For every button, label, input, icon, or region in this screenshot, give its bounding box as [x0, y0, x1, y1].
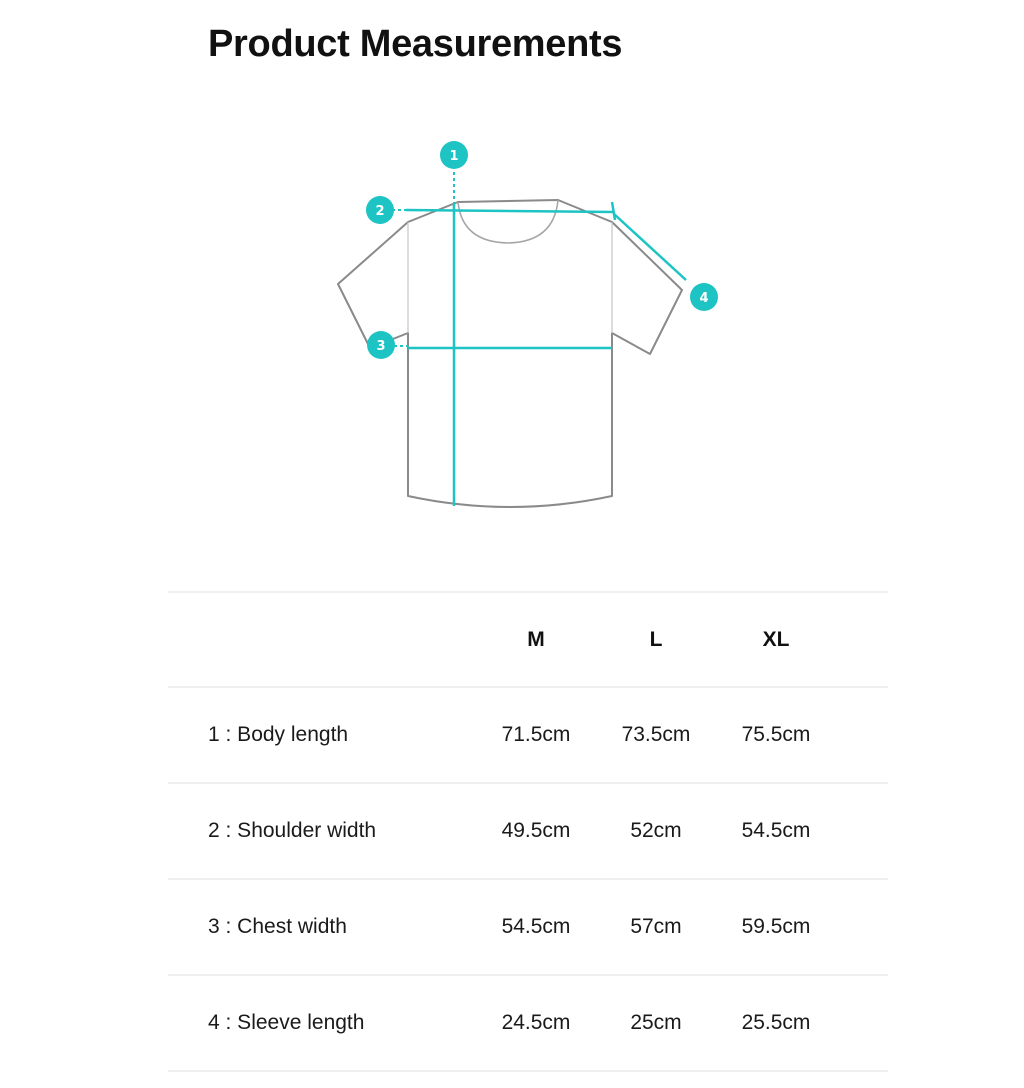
cell-pad: [836, 687, 888, 783]
table-header-row: [168, 592, 888, 687]
header-size-xl: XL: [716, 592, 836, 687]
size-chart-table: [168, 591, 888, 1072]
header-size-l: L: [596, 592, 716, 687]
cell-value: 52cm: [596, 783, 716, 879]
header-pad: [836, 592, 888, 687]
cell-value: 73.5cm: [596, 687, 716, 783]
cell-pad: [836, 975, 888, 1071]
cell-value: 25cm: [596, 975, 716, 1071]
marker-1: [440, 141, 468, 169]
tshirt-neckline: [458, 200, 558, 243]
shoulder-width-tick: [612, 202, 615, 220]
cell-value: 49.5cm: [476, 783, 596, 879]
cell-value: 54.5cm: [476, 879, 596, 975]
row-label-shoulder-width: 2 : Shoulder width: [168, 783, 476, 879]
row-label-body-length: 1 : Body length: [168, 687, 476, 783]
svg-text:1: 1: [449, 149, 459, 164]
sleeve-length-line: [614, 214, 686, 280]
tshirt-measurement-diagram: [320, 130, 740, 530]
cell-value: 59.5cm: [716, 879, 836, 975]
table-row: [168, 879, 888, 975]
cell-pad: [836, 783, 888, 879]
svg-text:2: 2: [375, 204, 385, 219]
page-title: Product Measurements: [208, 23, 623, 65]
cell-value: 75.5cm: [716, 687, 836, 783]
cell-value: 25.5cm: [716, 975, 836, 1071]
table-row: [168, 975, 888, 1071]
tshirt-diagram-svg: [320, 130, 740, 530]
svg-text:3: 3: [376, 339, 386, 354]
cell-value: 24.5cm: [476, 975, 596, 1071]
cell-value: 54.5cm: [716, 783, 836, 879]
table-row: [168, 687, 888, 783]
cell-pad: [836, 879, 888, 975]
row-label-sleeve-length: 4 : Sleeve length: [168, 975, 476, 1071]
row-label-chest-width: 3 : Chest width: [168, 879, 476, 975]
cell-value: 71.5cm: [476, 687, 596, 783]
table-row: [168, 783, 888, 879]
header-empty: [168, 592, 476, 687]
marker-2: [366, 196, 394, 224]
cell-value: 57cm: [596, 879, 716, 975]
marker-4: [690, 283, 718, 311]
header-size-m: M: [476, 592, 596, 687]
svg-text:4: 4: [699, 291, 709, 306]
marker-3: [367, 331, 395, 359]
